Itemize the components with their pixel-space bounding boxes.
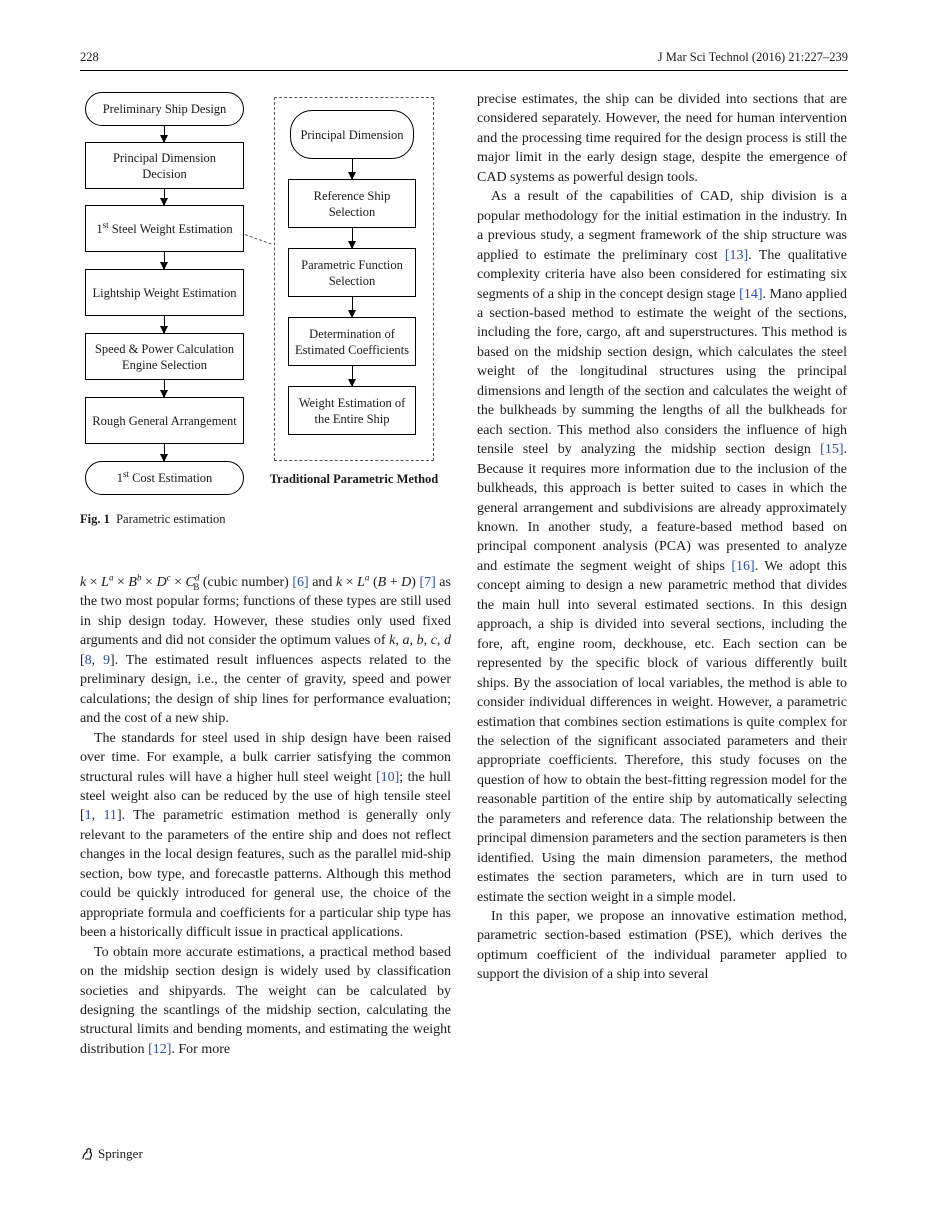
flow-arrow xyxy=(164,316,165,333)
citation-link[interactable]: [12] xyxy=(148,1041,172,1057)
right-column-text xyxy=(477,90,847,985)
paragraph: In this paper, we propose an innovative estimation method, parametric section-based estimation (PSE), which derives the optimum coefficient of the individual parameter applied to support the division of a ship into several xyxy=(477,909,847,983)
flow-box-principal-dimension: Principal Dimension xyxy=(290,110,414,159)
citation-link[interactable]: 1 xyxy=(84,808,92,824)
paragraph: precise estimates, the ship can be divided into sections that are considered separately. However, the need for human intervention and the processing time required for the design process is still the major limit in the early design stage, despite the emergence of CAD systems as powerful design tools. xyxy=(477,92,847,185)
paragraph: As a result of the capabilities of CAD, ship division is a popular methodology for the initial estimation in the industry. In a previous study, a segment framework of the ship structure was applied to estimate the preliminary cost [13]. The qualitative complexity criteria have also been considered for estimating six segments of a ship in the concept design stage [14]. Mano applied a section-based method to estimate the weight of the sections, including the fore, cargo, aft and superstructures. This method is based on the midship section design, which calculates the steel weight of the longitudinal structures using the principal dimensions and length of the section and calculates the weight of the bulkheads by summing the lengths of all the bulkheads for each section. This method also considers the influence of high tensile steel by analyzing the midship section design [15]. Because it requires more information due to the inclusion of the bulkheads, this approach is better suited to cases in which the general arrangement and subdivisions are already approximately known. In another study, a feature-based method based on principal component analysis (PCA) was presented to analyze and estimate the segment weight of ships [16]. We adopt this concept aiming to design a new parametric method that divides the main hull into several estimated sections. In this design approach, a ship is divided into several sections, including the fore, aft, engine room, deckhouse, etc. Each section can be represented by the specific block of various differently built ships. By the association of local variables, the method is able to consider individual differences in weight. However, a parametric estimation that combines section estimations is quite complex for the selection of the significant associated parameters and their appropriate coefficients. Therefore, this study focuses on the question of how to obtain the best-fitting regression model for the reasonable partition of the entire ship by automatically selecting the parameters and reference data. The relationship between the principal dimension parameters and the section parameters is then identified. Using the main dimension parameters, the method estimates the section parameters, which are in turn used to estimate the section weight in a simple model. xyxy=(477,189,847,905)
citation-link[interactable]: 9 xyxy=(103,652,110,668)
springer-horse-icon xyxy=(80,1147,94,1161)
flow-box-weight-estimation-entire-ship: Weight Estimation of the Entire Ship xyxy=(288,386,416,435)
left-column-text xyxy=(80,573,451,1059)
citation-link[interactable]: 8 xyxy=(84,652,92,668)
citation-link[interactable]: [7] xyxy=(419,575,436,590)
citation-link[interactable]: 11 xyxy=(103,808,117,824)
citation-link[interactable]: [10] xyxy=(375,769,400,785)
citation-link[interactable]: [16] xyxy=(731,558,755,574)
flow-box-principal-dimension-decision: Principal Dimension Decision xyxy=(85,142,244,189)
figure-caption: Fig. 1 Parametric estimation xyxy=(80,512,226,526)
citation-link[interactable]: [14] xyxy=(739,286,763,302)
publisher-name: Springer xyxy=(98,1146,143,1161)
publisher-footer xyxy=(80,1146,143,1162)
flow-box-preliminary-ship-design: Preliminary Ship Design xyxy=(85,92,244,126)
flow-box-steel-weight-estimation: 1st Steel Weight Estimation xyxy=(85,205,244,252)
flow-box-reference-ship-selection: Reference Ship Selection xyxy=(288,179,416,228)
paragraph: The standards for steel used in ship design have been raised over time. For example, a bulk carrier satisfying the common structural rules will have a higher hull steel weight [10]; the hull steel weight also can be reduced by the use of high tensile steel [1, 11]. The parametric estimation method is generally only relevant to the parameters of the entire ship and does not reflect changes in the local design features, such as the parallel mid-ship section, bow type, and forecastle patterns. Although this method could be quickly introduced for general use, the choice of the appropriate formula and coefficients for a particular ship type has been a historically difficult issue in practical applications. xyxy=(80,730,451,941)
journal-citation: J Mar Sci Technol (2016) 21:227–239 xyxy=(657,50,848,64)
citation-link[interactable]: [6] xyxy=(292,575,309,590)
flow-arrow xyxy=(164,126,165,142)
flow-box-determination-of-coefficients: Determination of Estimated Coefficients xyxy=(288,317,416,366)
header-rule xyxy=(80,70,848,71)
figure-parametric-estimation xyxy=(80,90,452,510)
flow-box-parametric-function-selection: Parametric Function Selection xyxy=(288,248,416,297)
citation-link[interactable]: [13] xyxy=(724,247,749,263)
paragraph: $k \times L^a \times B^b \times D^c \times C^d_B$ (cubic number) [6] and $k \times L^a$ (B + D) [7] as the two most popular forms; functions of these types are still used in ship design today. However, these studies only used fixed arguments and did not consider the optimum values of k, a, b, c, d [8, 9]. The estimated result influences aspects related to the preliminary design, i.e., the center of gravity, speed and power calculations; the design of ship lines for performance evaluation; and the cost of a new ship. xyxy=(80,572,452,727)
flow-arrow xyxy=(164,189,165,205)
dashed-connector xyxy=(245,234,272,245)
flow-arrow xyxy=(352,297,353,317)
flow-box-cost-estimation: 1st Cost Estimation xyxy=(85,461,244,495)
flow-box-speed-power-calculation: Speed & Power Calculation Engine Selection xyxy=(85,333,244,380)
citation-link[interactable]: [15] xyxy=(820,442,844,458)
flow-arrow xyxy=(352,366,353,386)
flow-arrow xyxy=(352,159,353,179)
flow-arrow xyxy=(164,444,165,461)
flow-arrow xyxy=(164,252,165,269)
page-number: 228 xyxy=(80,50,99,64)
flow-arrow xyxy=(352,228,353,248)
flow-box-rough-general-arrangement: Rough General Arrangement xyxy=(85,397,244,444)
traditional-method-label: Traditional Parametric Method xyxy=(269,472,439,486)
paragraph: To obtain more accurate estimations, a practical method based on the midship section design is widely used by classification societies and shipyards. The weight can be calculated by designing the scantlings of the midship section, calculating the structural limits and bending moments, and estimating the weight distribution [12]. For more xyxy=(80,944,451,1057)
flow-arrow xyxy=(164,380,165,397)
flow-box-lightship-weight-estimation: Lightship Weight Estimation xyxy=(85,269,244,316)
